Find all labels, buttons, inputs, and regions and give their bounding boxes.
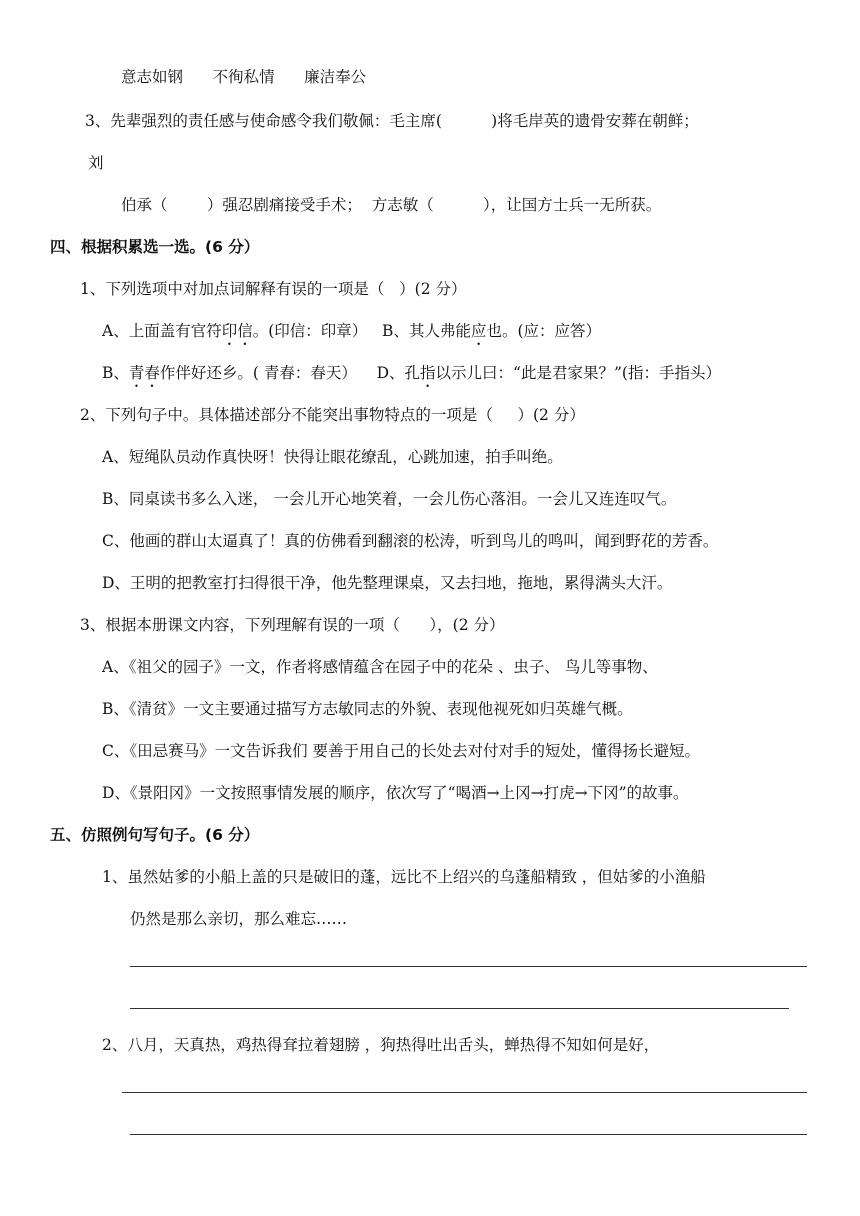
question-3-option-c: C、《田忌赛马》一文告诉我们 要善于用自己的长处去对付对手的短处，懂得扬长避短。 (102, 742, 701, 760)
question-3-option-d: D、《景阳冈》一文按照事情发展的顺序，依次写了“喝酒→上冈→打虎→下冈”的故事。 (102, 784, 689, 802)
section-5-example-1-cont: 仍然是那么亲切，那么难忘…… (130, 910, 348, 928)
dotted-word: 青春 (128, 364, 160, 382)
question-3-option-b: B、《清贫》一文主要通过描写方志敏同志的外貌、表现他视死如归英雄气概。 (102, 700, 633, 718)
question-3-line-1: 3、先辈强烈的责任感与使命感令我们敬佩：毛主席( )将毛岸英的遗骨安葬在朝鲜； (85, 112, 699, 130)
answer-line[interactable] (130, 1134, 807, 1135)
section-5-example-2: 2、八月，天真热，鸡热得耷拉着翅膀 ，狗热得吐出舌头，蝉热得不知如何是好， (102, 1036, 660, 1054)
question-2-option-d: D、王明的把教室打扫得很干净，他先整理课桌，又去扫地，拖地，累得满头大汗。 (102, 574, 673, 592)
question-1-options-bd: B、青春作伴好还乡。( 青春：春天） D、孔指以示儿曰：“此是君家果？”(指：手指头） (102, 364, 721, 382)
dotted-word: 应 (470, 322, 487, 340)
answer-line[interactable] (130, 966, 807, 967)
question-3-line-2: 刘 (88, 154, 104, 172)
idiom-options: 意志如钢 不徇私情 廉洁奉公 (121, 68, 367, 86)
question-2-option-a: A、短绳队员动作真快呀！快得让眼花缭乱，心跳加速，拍手叫绝。 (102, 448, 563, 466)
dotted-word: 印信 (221, 322, 253, 340)
section-4-heading: 四、根据积累选一选。(6 分） (50, 238, 260, 256)
answer-line[interactable] (122, 1092, 807, 1093)
section-4-question-2: 2、下列句子中。具体描述部分不能突出事物特点的一项是（ ）(2 分） (80, 406, 585, 424)
dotted-word: 指 (420, 364, 436, 382)
section-4-question-1: 1、下列选项中对加点词解释有误的一项是（ ）(2 分） (80, 280, 467, 298)
question-3-line-3: 伯承（ ）强忍剧痛接受手术； 方志敏（ ），让国方士兵一无所获。 (121, 196, 662, 214)
section-4-question-3: 3、根据本册课文内容，下列理解有误的一项（ ），(2 分） (80, 616, 505, 634)
question-2-option-c: C、他画的群山太逼真了！真的仿佛看到翻滚的松涛，听到鸟儿的鸣叫，闻到野花的芳香。 (102, 532, 719, 550)
answer-line[interactable] (130, 1008, 789, 1009)
question-1-options-ab: A、上面盖有官符印信。(印信：印章） B、其人弗能应也。(应：应答） (102, 322, 602, 340)
question-3-option-a: A、《祖父的园子》一文，作者将感情蕴含在园子中的花朵 、虫子、 鸟儿等事物、 (102, 658, 658, 676)
question-2-option-b: B、同桌读书多么入迷， 一会儿开心地笑着，一会儿伤心落泪。一会儿又连连叹气。 (102, 490, 677, 508)
section-5-example-1: 1、虽然姑爹的小船上盖的只是破旧的蓬，远比不上绍兴的乌蓬船精致 ，但姑爹的小渔船 (102, 868, 706, 886)
section-5-heading: 五、仿照例句写句子。(6 分） (50, 826, 260, 844)
